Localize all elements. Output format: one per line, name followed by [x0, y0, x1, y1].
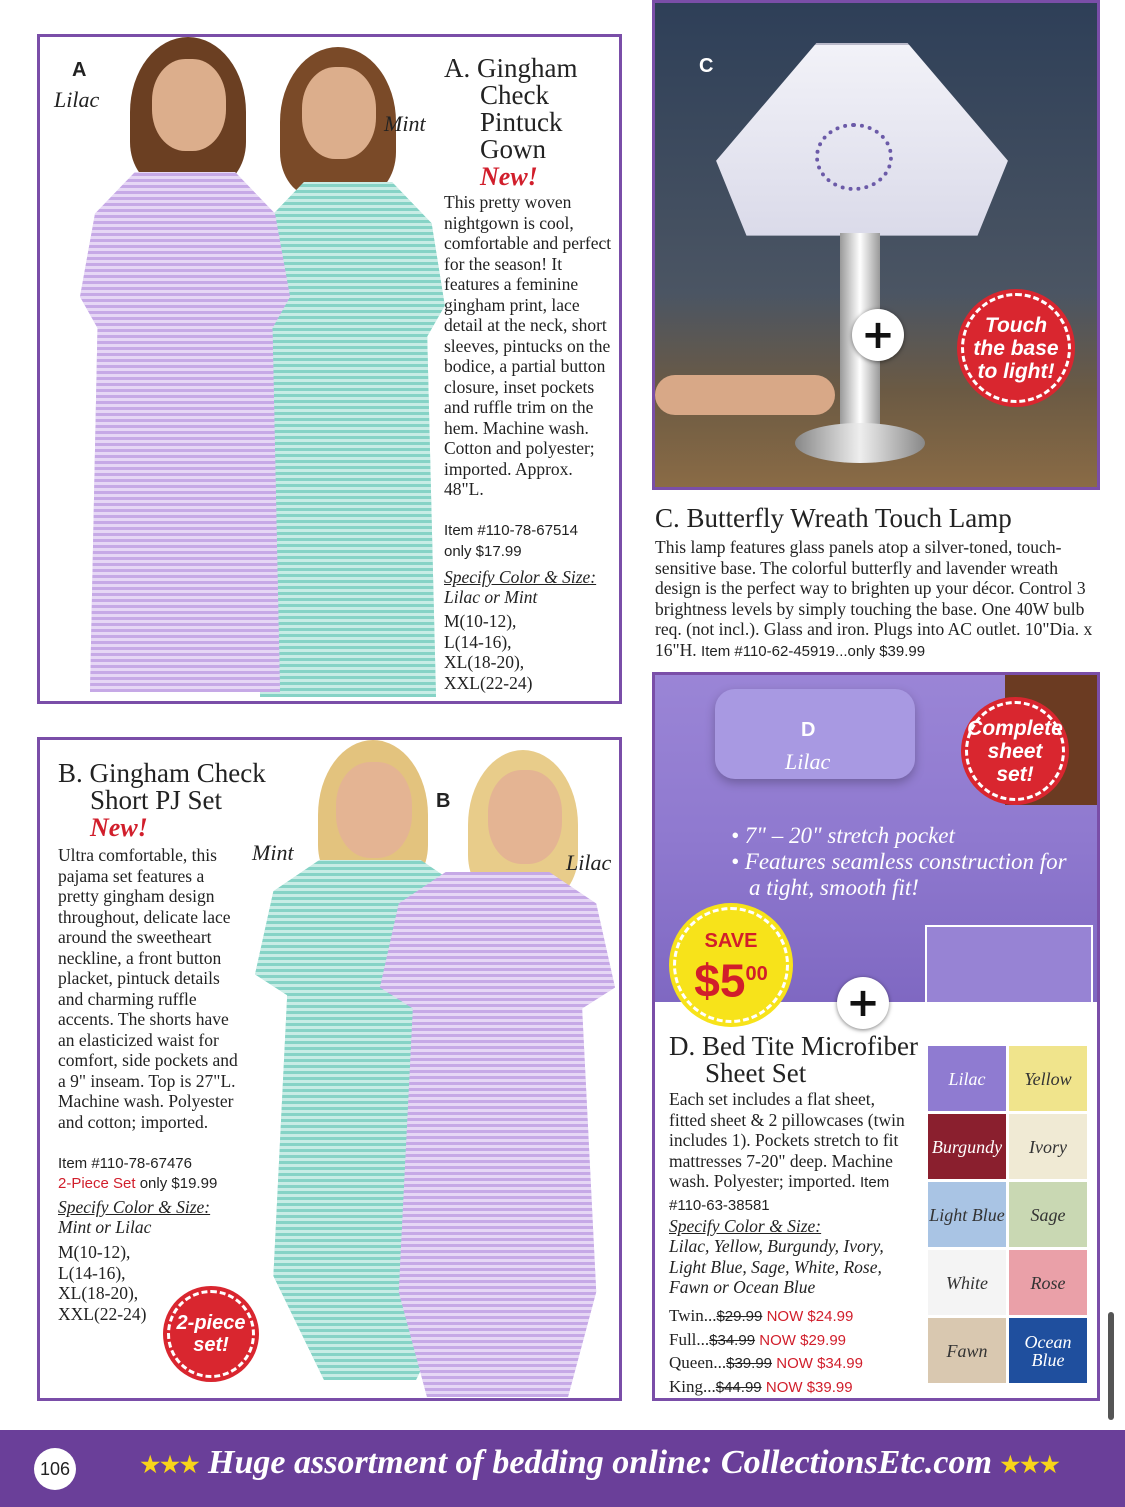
- save-burst-badge: SAVE $\$5^{00}$: [673, 907, 789, 1023]
- product-description-d: Each set includes a flat sheet, fitted sheet & 2 pillowcases (twin includes 1). Pockets stretch to fit mattresses 7-20" deep. Machine wash. Polyester; imported. Item #110-63-38581: [669, 1089, 905, 1214]
- complete-set-burst-badge: Complete sheet set!: [965, 701, 1065, 801]
- price-b: 2-Piece Set only $19.99: [58, 1175, 218, 1192]
- product-title-b: B. Gingham Check Short PJ Set New!: [58, 758, 266, 842]
- size-list-b: M(10-12), L(14-16), XL(18-20), XXL(22-24): [58, 1242, 147, 1324]
- item-number-a: Item #110-78-67514: [444, 522, 578, 539]
- color-options-b: Mint or Lilac: [58, 1217, 152, 1237]
- specify-label-d: Specify Color & Size:: [669, 1216, 822, 1236]
- price-row-twin: Twin...$29.99 NOW $24.99: [669, 1306, 854, 1325]
- footer-banner: [0, 1430, 1125, 1507]
- color-options-d: Lilac, Yellow, Burgundy, Ivory, Light Blue, Sage, White, Rose, Fawn or Ocean Blue: [669, 1236, 884, 1297]
- touch-burst-badge: Touch the base to light!: [961, 293, 1071, 403]
- color-options-a: Lilac or Mint: [444, 587, 538, 607]
- two-piece-burst-badge: 2-piece set!: [167, 1290, 255, 1378]
- product-title-a: A. Gingham Check Pintuck Gown New!: [444, 53, 578, 191]
- swatch-fawn: Fawn: [927, 1317, 1007, 1384]
- price-row-queen: Queen...$39.99 NOW $34.99: [669, 1353, 863, 1372]
- product-title-c: C. Butterfly Wreath Touch Lamp: [655, 503, 1012, 533]
- model-head-right: [302, 67, 376, 159]
- product-description-a: This pretty woven nightgown is cool, comfortable and perfect for the season! It features a feminine gingham print, lace detail at the neck, short sleeves, pintucks on the bodice, a partial button closure, inset pockets and ruffle trim on the hem. Machine wash. Cotton and polyester; imported. Approx. 48"L.: [444, 192, 612, 499]
- footer-tagline: [130, 1444, 1070, 1482]
- product-panel-c: [652, 0, 1100, 490]
- photo-letter-c: C: [699, 55, 714, 77]
- product-photo-pj: [240, 740, 619, 1398]
- product-title-d: D. Bed Tite Microfiber Sheet Set: [669, 1031, 918, 1088]
- item-number-b: Item #110-78-67476: [58, 1155, 192, 1172]
- product-photo-lamp: [655, 3, 1097, 487]
- page-number-badge: 106: [34, 1448, 76, 1490]
- gown-lilac: [60, 172, 310, 692]
- photo-letter-b: B: [436, 790, 451, 812]
- model-head-pj-left: [336, 762, 412, 858]
- specify-label-a: Specify Color & Size:: [444, 567, 597, 587]
- price-row-king: King...$44.99 NOW $39.99: [669, 1376, 853, 1396]
- star-icons-left: ★★★: [140, 1452, 200, 1478]
- zoom-plus-icon-d[interactable]: +: [837, 977, 889, 1029]
- swatch-sage: Sage: [1008, 1181, 1088, 1248]
- hand: [655, 375, 835, 415]
- new-badge-b: New!: [90, 813, 148, 842]
- color-swatch-grid: [927, 1045, 1089, 1385]
- swatch-light-blue: Light Blue: [927, 1181, 1007, 1248]
- swatch-lilac: Lilac: [927, 1045, 1007, 1112]
- feature-bullet-1: • 7" – 20" stretch pocket: [731, 823, 955, 848]
- color-label-pj-lilac: Lilac: [566, 850, 612, 875]
- scrollbar-thumb[interactable]: [1108, 1312, 1114, 1420]
- color-label-mint: Mint: [384, 111, 426, 136]
- inset-photo-fitted-sheet: [925, 925, 1093, 1002]
- color-label-sheet-lilac: Lilac: [785, 749, 831, 774]
- product-description-b: Ultra comfortable, this pajama set features a pretty gingham design throughout, delicate lace around the sweetheart neckline, a front button placket, pintuck details and charming ruffle accents. The shorts have an elasticized waist for comfort, side pockets and a 9" inseam. Top is 27"L. Machine wash. Polyester and cotton; imported.: [58, 845, 238, 1132]
- item-number-c: Item #110-62-45919...only $39.99: [701, 642, 926, 660]
- swatch-rose: Rose: [1008, 1249, 1088, 1316]
- swatch-ivory: Ivory: [1008, 1113, 1088, 1180]
- color-label-lilac: Lilac: [54, 87, 100, 112]
- photo-letter-a: A: [72, 59, 87, 81]
- zoom-plus-icon[interactable]: +: [852, 309, 904, 361]
- feature-bullet-2: • Features seamless construction for: [731, 849, 1067, 874]
- product-panel-d: [652, 672, 1100, 1401]
- product-panel-b: [37, 737, 622, 1401]
- swatch-burgundy: Burgundy: [927, 1113, 1007, 1180]
- star-icons-right: ★★★: [1000, 1452, 1060, 1478]
- pj-lilac: [380, 872, 615, 1397]
- feature-bullet-2b: a tight, smooth fit!: [749, 875, 919, 900]
- product-photo-gown: [40, 37, 475, 701]
- size-list-a: M(10-12), L(14-16), XL(18-20), XXL(22-24): [444, 611, 533, 693]
- model-head-pj-right: [488, 770, 562, 864]
- product-panel-a: [37, 34, 622, 704]
- color-label-pj-mint: Mint: [252, 840, 294, 865]
- product-description-c: This lamp features glass panels atop a silver-toned, touch-sensitive base. The colorful butterfly and lavender wreath design is the perfect way to brighten up your décor. Control 3 brightness levels by simply touching the base. One 40W bulb req. (not incl.). Glass and iron. Plugs into AC outlet. 10"Dia. x 16"H. Item #110-62-45919...only $39.99: [655, 537, 1093, 660]
- new-badge-a: New!: [480, 162, 538, 191]
- specify-label-b: Specify Color & Size:: [58, 1197, 211, 1217]
- swatch-white: White: [927, 1249, 1007, 1316]
- photo-letter-d: D: [801, 719, 816, 741]
- price-a: only $17.99: [444, 543, 522, 560]
- price-list-d: [669, 1305, 863, 1399]
- swatch-yellow: Yellow: [1008, 1045, 1088, 1112]
- footer-link[interactable]: Huge assortment of bedding online: CollectionsEtc.com: [208, 1444, 992, 1481]
- price-row-full: Full...$34.99 NOW $29.99: [669, 1329, 847, 1349]
- swatch-ocean-blue: Ocean Blue: [1008, 1317, 1088, 1384]
